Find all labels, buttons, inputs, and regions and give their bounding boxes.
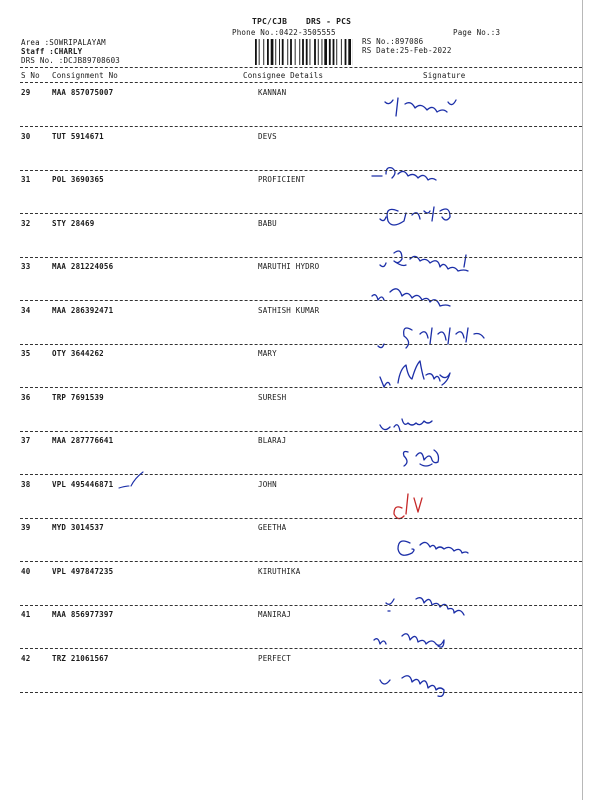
row-consignment-number: MAA 856977397 bbox=[52, 610, 114, 619]
checkmark-icon bbox=[115, 470, 145, 496]
row-consignee-name: PROFICIENT bbox=[258, 175, 306, 184]
row-serial-number: 32 bbox=[21, 218, 31, 228]
row-serial-number: 35 bbox=[21, 349, 31, 358]
page-number: Page No.:3 bbox=[453, 28, 501, 37]
table-row bbox=[0, 349, 600, 397]
row-serial-number: 42 bbox=[21, 653, 31, 663]
table-row bbox=[0, 523, 600, 571]
row-separator bbox=[20, 257, 582, 258]
table-row bbox=[0, 567, 600, 615]
staff-label: Staff :CHARLY bbox=[21, 47, 83, 56]
row-separator bbox=[20, 170, 582, 171]
row-separator bbox=[20, 126, 582, 127]
row-consignee-name: SURESH bbox=[258, 392, 287, 402]
row-consignee-name: MANIRAJ bbox=[258, 610, 292, 619]
row-serial-number: 39 bbox=[21, 523, 31, 532]
row-consignee-name: MARUTHI HYDRO bbox=[258, 262, 320, 271]
column-header-signature: Signature bbox=[423, 71, 466, 80]
row-consignment-number: MAA 286392471 bbox=[52, 305, 114, 315]
row-consignee-name: DEVS bbox=[258, 131, 277, 141]
row-consignment-number: TRP 7691539 bbox=[52, 392, 104, 402]
row-separator bbox=[20, 605, 582, 606]
row-serial-number: 33 bbox=[21, 262, 31, 271]
row-serial-number: 30 bbox=[21, 131, 31, 141]
table-row bbox=[0, 88, 600, 136]
row-consignee-name: PERFECT bbox=[258, 653, 292, 663]
rs-date: RS Date:25-Feb-2022 bbox=[362, 46, 452, 55]
barcode-image bbox=[255, 39, 353, 65]
row-separator bbox=[20, 213, 582, 214]
row-separator bbox=[20, 648, 582, 649]
row-serial-number: 37 bbox=[21, 436, 31, 445]
row-consignment-number: POL 3690365 bbox=[52, 175, 104, 184]
row-signature-image bbox=[350, 525, 580, 571]
row-serial-number: 36 bbox=[21, 392, 31, 402]
row-separator bbox=[20, 344, 582, 345]
phone-number: Phone No.:0422-3505555 bbox=[232, 28, 336, 37]
header-rule-top bbox=[20, 67, 582, 68]
row-consignment-number: TUT 5914671 bbox=[52, 131, 104, 141]
row-consignment-number: STY 28469 bbox=[52, 218, 95, 228]
row-consignee-name: KIRUTHIKA bbox=[258, 566, 301, 576]
row-consignee-name: BLARAJ bbox=[258, 436, 287, 445]
row-separator bbox=[20, 387, 582, 388]
table-row bbox=[0, 175, 600, 223]
table-row bbox=[0, 436, 600, 484]
row-consignment-number: TRZ 21061567 bbox=[52, 653, 109, 663]
row-separator bbox=[20, 431, 582, 432]
table-row bbox=[0, 393, 600, 441]
row-serial-number: 41 bbox=[21, 610, 31, 619]
row-consignment-number: MYD 3014537 bbox=[52, 523, 104, 532]
row-serial-number: 40 bbox=[21, 566, 31, 576]
table-row bbox=[0, 219, 600, 267]
row-consignment-number: OTY 3644262 bbox=[52, 349, 104, 358]
row-consignment-number: VPL 497847235 bbox=[52, 566, 114, 576]
row-consignment-number: MAA 281224056 bbox=[52, 262, 114, 271]
column-header-consignment: Consignment No bbox=[52, 71, 119, 80]
row-consignee-name: SATHISH KUMAR bbox=[258, 305, 320, 315]
row-consignee-name: BABU bbox=[258, 218, 277, 228]
area-label: Area :SOWRIPALAYAM bbox=[21, 38, 106, 47]
row-consignee-name: JOHN bbox=[258, 479, 277, 489]
rs-number: RS No.:897086 bbox=[362, 37, 424, 46]
table-row bbox=[0, 610, 600, 658]
company-code: TPC/CJB bbox=[252, 17, 288, 26]
row-serial-number: 31 bbox=[21, 175, 31, 184]
table-row bbox=[0, 306, 600, 354]
row-signature-image bbox=[350, 660, 580, 706]
document-type: DRS - PCS bbox=[306, 17, 352, 26]
row-separator bbox=[20, 692, 582, 693]
row-serial-number: 29 bbox=[21, 88, 31, 97]
column-header-consignee: Consignee Details bbox=[243, 71, 324, 80]
table-row bbox=[0, 132, 600, 180]
table-row bbox=[0, 480, 600, 528]
row-consignee-name: MARY bbox=[258, 349, 277, 358]
column-header-sno: S No bbox=[21, 71, 40, 80]
row-consignment-number: MAA 857075007 bbox=[52, 88, 114, 97]
row-consignment-number: VPL 495446871 bbox=[52, 479, 114, 489]
table-row bbox=[0, 654, 600, 702]
row-separator bbox=[20, 300, 582, 301]
row-serial-number: 38 bbox=[21, 479, 31, 489]
row-separator bbox=[20, 518, 582, 519]
row-separator bbox=[20, 561, 582, 562]
row-separator bbox=[20, 474, 582, 475]
drs-number: DRS No. :DCJB89708603 bbox=[21, 56, 121, 65]
row-consignee-name: KANNAN bbox=[258, 88, 287, 97]
row-serial-number: 34 bbox=[21, 305, 31, 315]
row-consignment-number: MAA 287776641 bbox=[52, 436, 114, 445]
row-consignee-name: GEETHA bbox=[258, 523, 287, 532]
header-rule-bottom bbox=[20, 82, 582, 83]
table-row bbox=[0, 262, 600, 310]
